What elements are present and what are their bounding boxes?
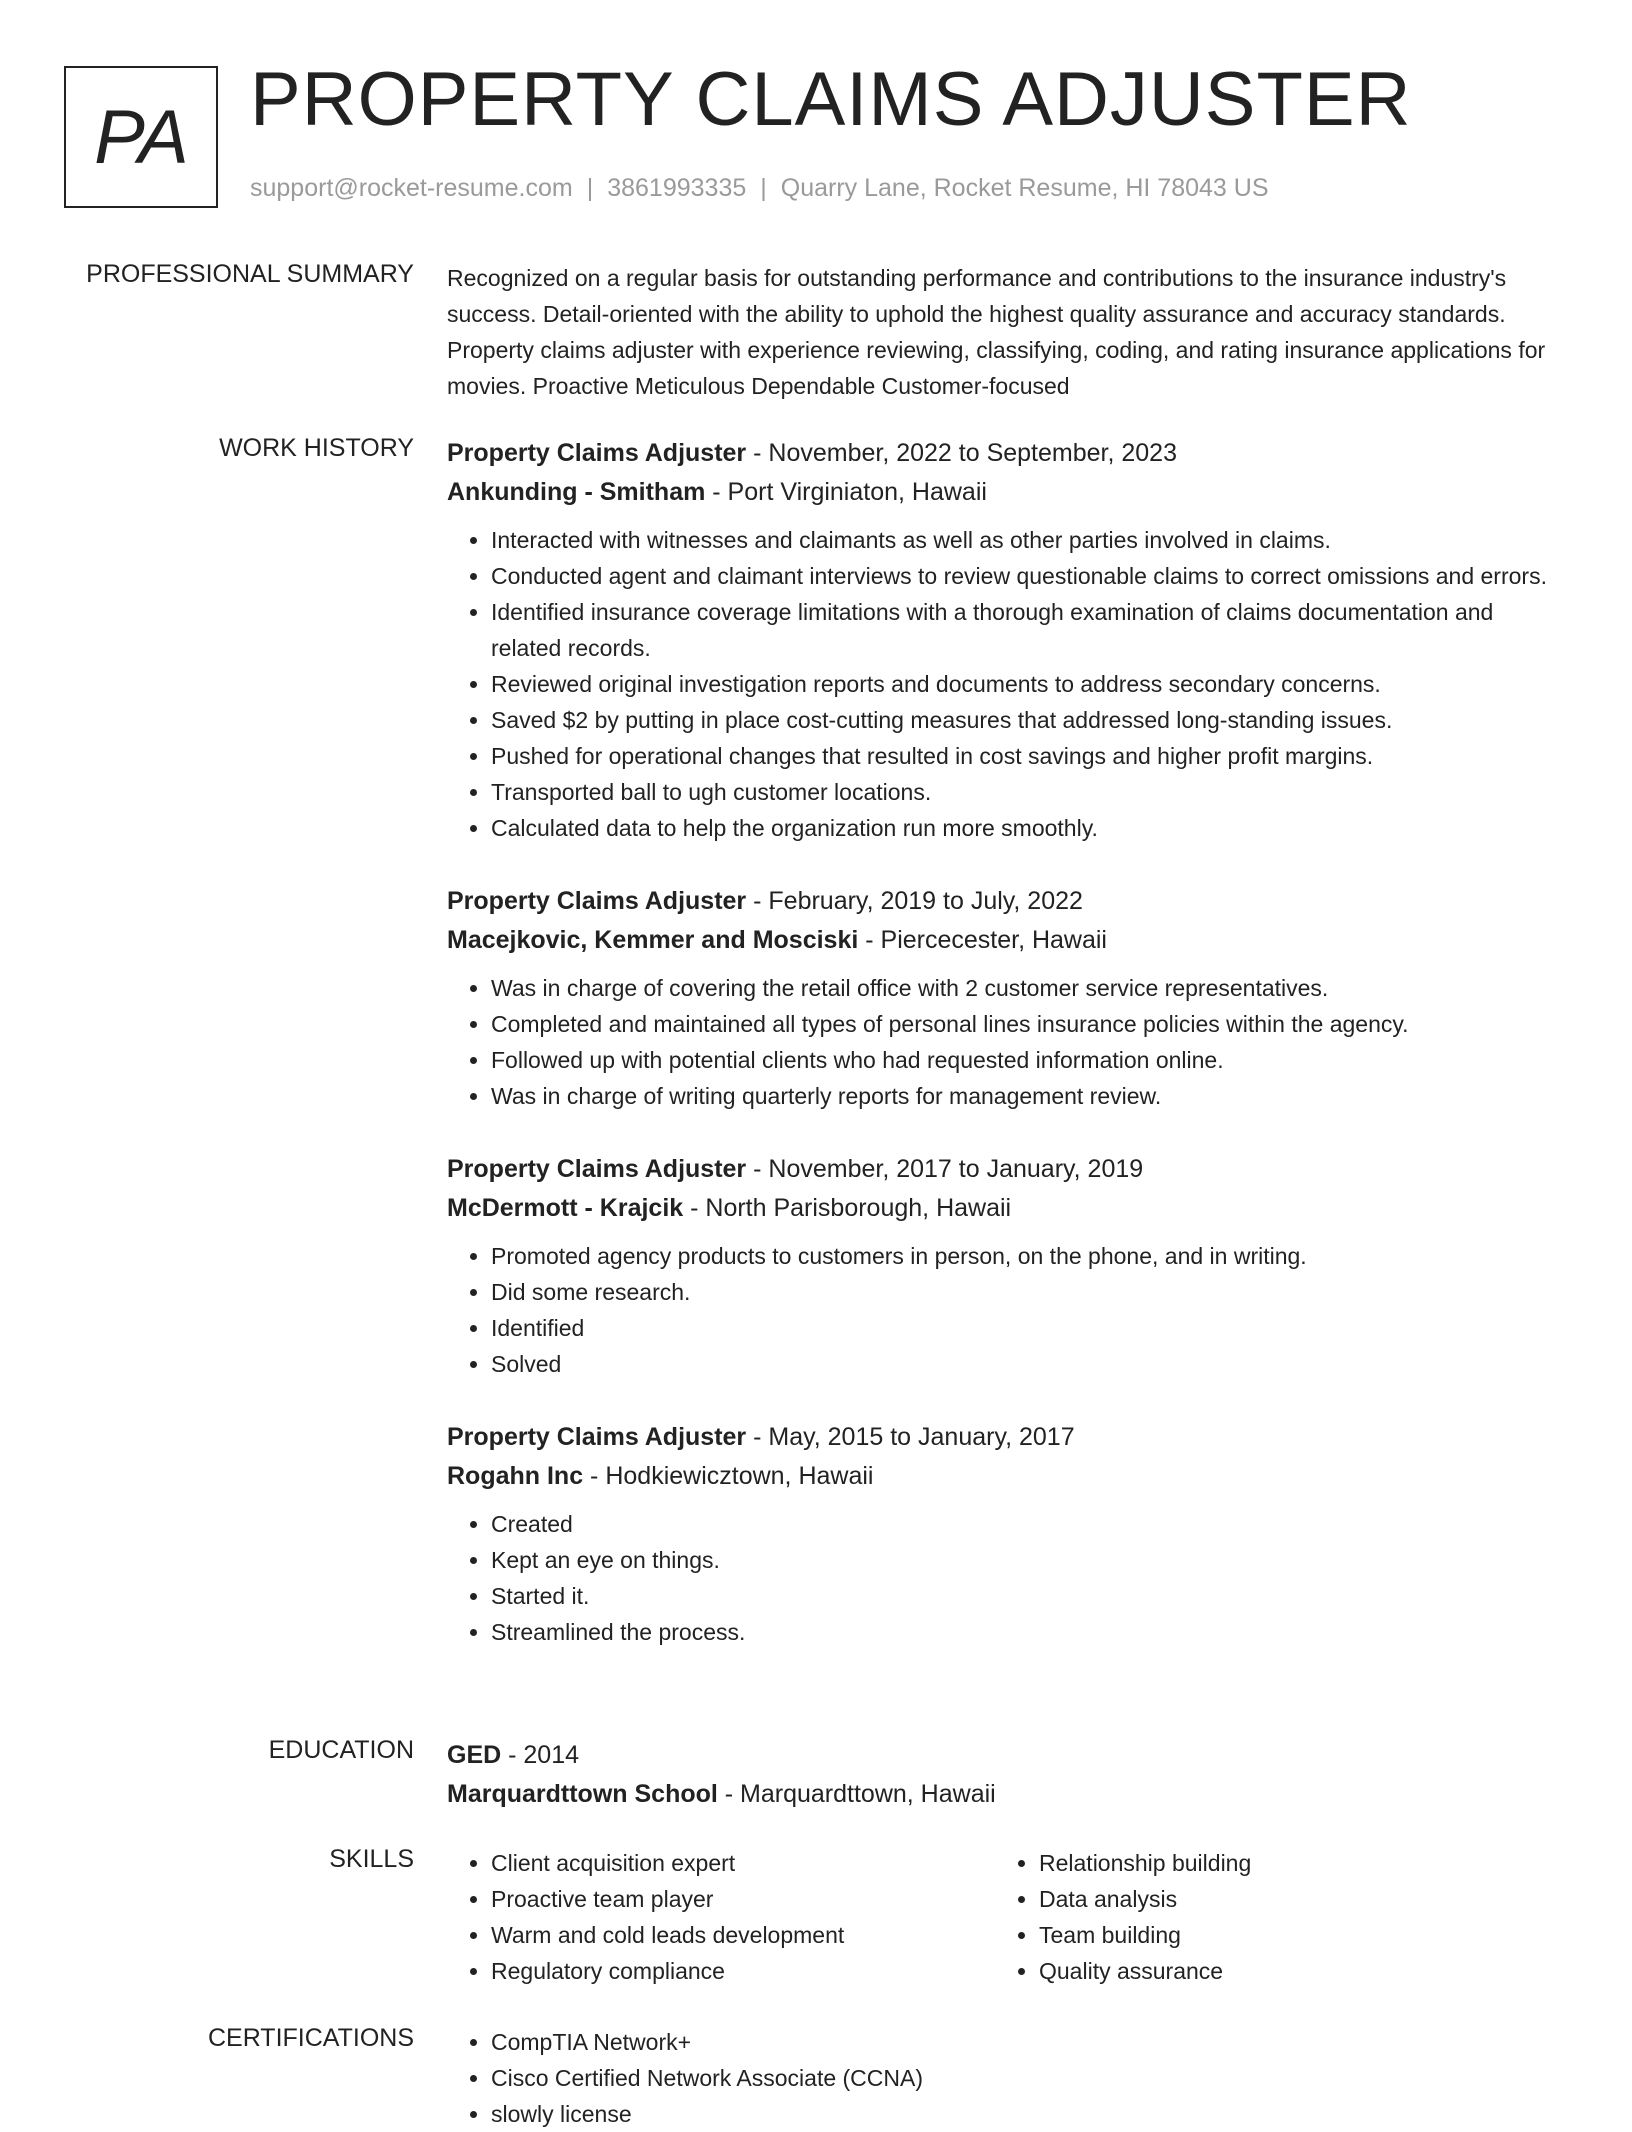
job-bullet: • Calculated data to help the organization run more smoothly. — [491, 810, 1567, 846]
job-bullet: • Created — [491, 1506, 1567, 1542]
job-bullet: • Interacted with witnesses and claimants as well as other parties involved in claims. — [491, 522, 1567, 558]
job-bullet: • Streamlined the process. — [491, 1614, 1567, 1650]
job-bullet: • Completed and maintained all types of personal lines insurance policies within the agency. — [491, 1006, 1567, 1042]
job-title-line — [447, 882, 1567, 921]
job-dates: - February, 2019 to July, 2022 — [746, 887, 1083, 915]
job-bullet: • Reviewed original investigation reports and documents to address secondary concerns. — [491, 666, 1567, 702]
skill-item: • Relationship building — [1039, 1845, 1543, 1881]
job-title-line — [447, 434, 1567, 473]
monogram-initials: PA — [64, 66, 218, 208]
job-employer: Rogahn Inc — [447, 1462, 584, 1490]
contact-address: Quarry Lane, Rocket Resume, HI 78043 US — [780, 174, 1269, 202]
work-history-list — [447, 434, 1567, 1686]
certification-item: • Cisco Certified Network Associate (CCNA) — [491, 2060, 1567, 2096]
skill-item: • Client acquisition expert — [491, 1845, 995, 1881]
job-employer-line — [447, 1457, 1567, 1496]
resume-name-title: PROPERTY CLAIMS ADJUSTER — [250, 57, 1412, 142]
job-entry — [447, 434, 1567, 846]
education-location: - Marquardttown, Hawaii — [717, 1780, 996, 1808]
skill-item: • Warm and cold leads development — [491, 1917, 995, 1953]
certification-item: • CompTIA Network+ — [491, 2024, 1567, 2060]
job-bullets — [447, 522, 1567, 846]
job-entry — [447, 1418, 1567, 1650]
job-bullets — [447, 1238, 1567, 1382]
summary-text: Recognized on a regular basis for outstanding performance and contributions to the insurance industry's success. Detail-oriented with the ability to uphold the highest quality assurance and accuracy standards. Property claims adjuster with experience reviewing, classifying, coding, and rating insurance applications for movies. Proactive Meticulous Dependable Customer-focused — [447, 265, 1546, 399]
job-employer-line — [447, 473, 1567, 512]
job-title-line — [447, 1150, 1567, 1189]
education-degree-line — [447, 1736, 1567, 1775]
job-bullet: • Solved — [491, 1346, 1567, 1382]
contact-line — [250, 174, 1269, 203]
job-title: Property Claims Adjuster — [447, 1423, 747, 1451]
skill-item: • Team building — [1039, 1917, 1543, 1953]
education-year: - 2014 — [501, 1741, 580, 1769]
job-bullet: • Identified insurance coverage limitations with a thorough examination of claims documentation and related records. — [491, 594, 1567, 666]
skill-item: • Quality assurance — [1039, 1953, 1543, 1989]
job-title: Property Claims Adjuster — [447, 439, 747, 467]
job-employer: Macejkovic, Kemmer and Mosciski — [447, 926, 859, 954]
job-bullet: • Saved $2 by putting in place cost-cutting measures that addressed long-standing issues. — [491, 702, 1567, 738]
job-employer-line — [447, 921, 1567, 960]
certification-item: • slowly license — [491, 2096, 1567, 2132]
skill-item: • Proactive team player — [491, 1881, 995, 1917]
job-bullet: • Promoted agency products to customers in person, on the phone, and in writing. — [491, 1238, 1567, 1274]
job-bullets — [447, 970, 1567, 1114]
job-entry — [447, 882, 1567, 1114]
education-degree: GED — [447, 1741, 502, 1769]
education-heading: EDUCATION — [268, 1736, 414, 1764]
skills-left-column — [447, 1845, 995, 1989]
job-title: Property Claims Adjuster — [447, 887, 747, 915]
job-location: - Piercecester, Hawaii — [858, 926, 1107, 954]
skill-item: • Data analysis — [1039, 1881, 1543, 1917]
contact-phone: 3861993335 — [607, 174, 747, 202]
job-bullet: • Followed up with potential clients who had requested information online. — [491, 1042, 1567, 1078]
job-employer-line — [447, 1189, 1567, 1228]
job-employer: McDermott - Krajcik — [447, 1194, 684, 1222]
skills-right-column — [995, 1845, 1543, 1989]
summary-heading: PROFESSIONAL SUMMARY — [86, 260, 414, 288]
job-location: - North Parisborough, Hawaii — [683, 1194, 1012, 1222]
contact-separator: | — [760, 174, 767, 202]
job-employer: Ankunding - Smitham — [447, 478, 706, 506]
skills-grid — [447, 1845, 1567, 1989]
job-bullet: • Was in charge of writing quarterly reports for management review. — [491, 1078, 1567, 1114]
job-dates: - May, 2015 to January, 2017 — [746, 1423, 1075, 1451]
job-bullet: • Conducted agent and claimant interviews to review questionable claims to correct omissions and errors. — [491, 558, 1567, 594]
job-entry — [447, 1150, 1567, 1382]
job-bullet: • Pushed for operational changes that resulted in cost savings and higher profit margins. — [491, 738, 1567, 774]
certifications-list — [447, 2024, 1567, 2132]
skill-item: • Regulatory compliance — [491, 1953, 995, 1989]
education-school-line — [447, 1775, 1567, 1814]
job-bullets — [447, 1506, 1567, 1650]
job-title: Property Claims Adjuster — [447, 1155, 747, 1183]
job-bullet: • Kept an eye on things. — [491, 1542, 1567, 1578]
certifications-heading: CERTIFICATIONS — [207, 2024, 414, 2052]
job-location: - Port Virginiaton, Hawaii — [705, 478, 987, 506]
job-bullet: • Identified — [491, 1310, 1567, 1346]
job-bullet: • Started it. — [491, 1578, 1567, 1614]
education-body — [447, 1736, 1567, 1814]
work-history-heading: WORK HISTORY — [219, 434, 414, 462]
job-location: - Hodkiewicztown, Hawaii — [583, 1462, 874, 1490]
job-dates: - November, 2022 to September, 2023 — [746, 439, 1177, 467]
job-title-line — [447, 1418, 1567, 1457]
education-school: Marquardttown School — [447, 1780, 718, 1808]
contact-email: support@rocket-resume.com — [250, 174, 573, 202]
skills-heading: SKILLS — [329, 1845, 414, 1873]
job-bullet: • Did some research. — [491, 1274, 1567, 1310]
certifications-body — [447, 2024, 1567, 2132]
contact-separator: | — [586, 174, 594, 202]
job-bullet: • Transported ball to ugh customer locations. — [491, 774, 1567, 810]
job-dates: - November, 2017 to January, 2019 — [746, 1155, 1144, 1183]
job-bullet: • Was in charge of covering the retail office with 2 customer service representatives. — [491, 970, 1567, 1006]
